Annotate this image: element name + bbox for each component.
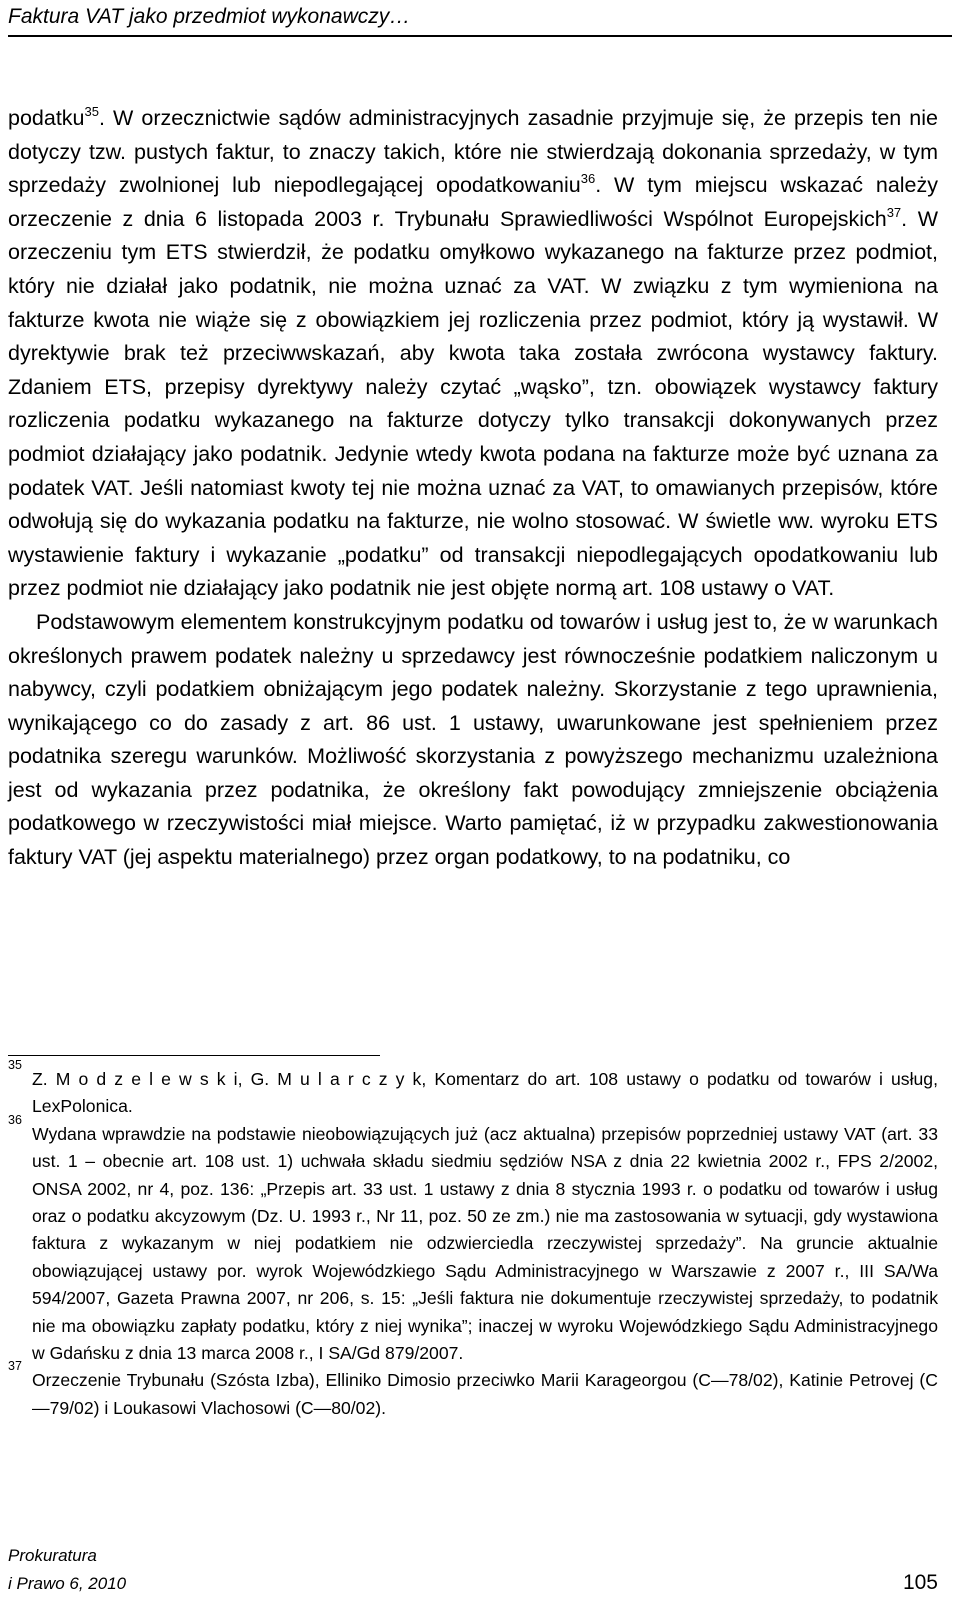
p1-segment-4: . W orzeczeniu tym ETS stwierdził, że podatku omyłkowo wykazanego na fakturze przez podmiot, który nie działał jako podatnik, nie można uznać za VAT. W związku z tym wymieniona na fakturze kwota nie wiąże się z obowiązkiem jej rozliczenia przez podmiot, który ją wystawił. W dyrektywie brak też przeciwwskazań, aby kwota taka została zwrócona wystawcy faktury. Zdaniem ETS, przepisy dyrektywy należy czytać „wąsko”, tzn. obowiązek wystawcy faktury rozliczenia podatku wykazanego na fakturze dotyczy tylko transakcji dokonywanych przez podmiot działający jako podatnik. Jedynie wtedy kwota podana na fakturze może być uznana za podatek VAT. Jeśli natomiast kwoty tej nie można uznać za VAT, to omawianych przepisów, które odwołują się do wykazania podatku na fakturze, nie wolno stosować. W świetle ww. wyroku ETS wystawienie faktury i wykazanie „podatku” od transakcji niepodlegających opodatkowaniu lub przez podmiot nie działający jako podatnik nie jest objęte normą art. 108 ustawy o VAT.	[8, 206, 938, 601]
footnote-ref-35[interactable]: 35	[84, 104, 99, 119]
running-header-title: Faktura VAT jako przedmiot wykonawczy…	[8, 5, 411, 28]
footnote-ref-36[interactable]: 36	[580, 171, 596, 187]
footnote-number: 37	[8, 1359, 22, 1374]
paragraph-2: Podstawowym elementem konstrukcyjnym podatku od towarów i usług jest to, że w warunkach określonych prawem podatek należny u sprzedawcy jest równocześnie podatkiem naliczonym u nabywcy, czyli podatkiem obniżającym jego podatek należny. Skorzystanie z tego uprawnienia, wynikającego co do zasady z art. 86 ust. 1 ustawy, uwarunkowane jest spełnieniem przez podatnika szeregu warunków. Możliwość skorzystania z powyższego mechanizmu uzależniona jest od wykazania przez podatnika, że określony fakt powodujący zmniejszenie obciążenia podatkowego w rzeczywistości miał miejsce. Warto pamiętać, iż w przypadku zakwestionowania faktury VAT (jej aspektu materialnego) przez organ podatkowy, to na podatniku, co	[8, 609, 938, 870]
footnote-35	[8, 1058, 938, 1121]
footnote-ref-37[interactable]: 37	[886, 204, 902, 220]
footnote-number: 36	[8, 1112, 22, 1127]
p1-segment-3: . W tym miejscu wskazać należy orzeczenie z dnia 6 listopada 2003 r. Trybunału Sprawiedliwości Wspólnot Europejskich	[8, 173, 939, 231]
running-header	[8, 2, 952, 37]
footnote-author: M o d z e l e w s k i	[55, 1069, 238, 1089]
footnotes	[8, 1058, 938, 1422]
footnote-36	[8, 1112, 938, 1368]
footnote-text: , Komentarz do art. 108 ustawy o podatku od towarów i usług, LexPolonica.	[32, 1069, 938, 1117]
footnote-author: M u l a r c z y k	[277, 1069, 422, 1089]
p1-segment-2: . W orzecznictwie sądów administracyjnych zasadnie przyjmuje się, że przepis ten nie dotyczy tzw. pustych faktur, to znaczy takich, które nie stwierdzają dokonania sprzedaży, w tym sprzedaży zwolnionej lub niepodlegającej opodatkowaniu	[8, 106, 938, 198]
paragraph-1	[8, 102, 938, 606]
footnote-number: 35	[8, 1058, 22, 1072]
page-number: 105	[902, 1571, 938, 1594]
main-text	[8, 102, 938, 875]
footnote-text: Z.	[32, 1069, 56, 1089]
footnote-divider	[8, 1055, 380, 1056]
footnote-text: , G.	[237, 1069, 278, 1089]
journal-footer	[8, 1542, 126, 1598]
footnote-text: Wydana wprawdzie na podstawie nieobowiązujących już (acz aktualna) przepisów poprzedniej ustawy VAT (art. 33 ust. 1 – obecnie art. 108 ust. 1) uchwała składu siedmiu sędziów NSA z dnia 22 kwietnia 2002 r., FPS 2/2002, ONSA 2002, nr 4, poz. 136: „Przepis art. 33 ust. 1 ustawy z dnia 8 stycznia 1993 r. o podatku od towarów i usług oraz o podatku akcyzowym (Dz. U. 1993 r., Nr 11, poz. 50 ze zm.) nie ma zastosowania w sytuacji, gdy wystawiona faktura z wykazanym w niej podatkiem nie odzwierciedla rzeczywistej sprzedaży”. Na gruncie aktualnie obowiązującej ustawy por. wyrok Wojewódzkiego Sądu Administracyjnego w Warszawie z 2007 r., III SA/Wa 594/2007, Gazeta Prawna 2007, nr 206, s. 15: „Jeśli faktura nie dokumentuje rzeczywistej sprzedaży, to podatnik nie ma obowiązku zapłaty podatku, który z niej wynika”; inaczej w wyroku Wojewódzkiego Sądu Administracyjnego w Gdańsku z dnia 13 marca 2008 r., I SA/Gd 879/2007.	[32, 1123, 938, 1364]
p1-segment-1: podatku	[8, 106, 85, 130]
footnote-text: Orzeczenie Trybunału (Szósta Izba), Elliniko Dimosio przeciwko Marii Karageorgou (C—78/02), Katinie Petrovej (C—79/02) i Loukasowi Vlachosowi (C—80/02).	[32, 1370, 938, 1418]
footnote-37	[8, 1359, 938, 1422]
journal-issue: i Prawo 6, 2010	[8, 1574, 127, 1593]
journal-name: Prokuratura	[8, 1546, 97, 1565]
